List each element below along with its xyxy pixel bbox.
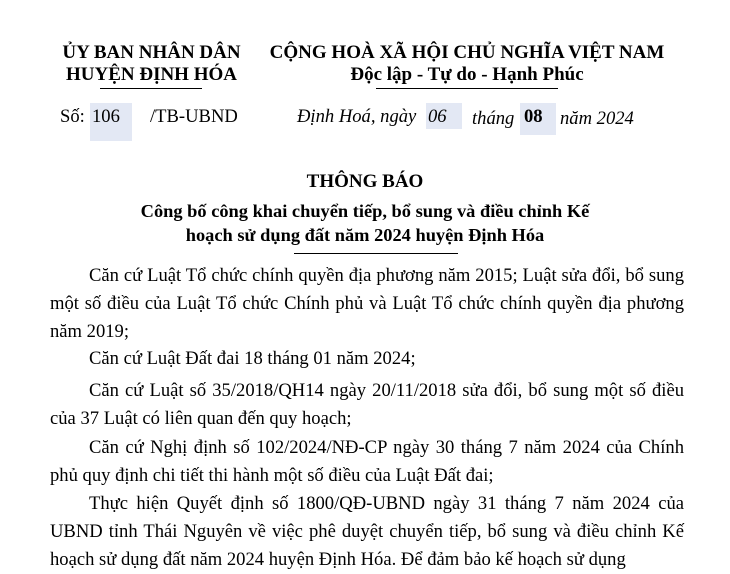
national-motto: Độc lập - Tự do - Hạnh Phúc <box>350 64 584 85</box>
subject-line-2: hoạch sử dụng đất năm 2024 huyện Định Hóa <box>185 225 545 245</box>
country-name: CỘNG HOÀ XÃ HỘI CHỦ NGHĨA VIỆT NAM <box>269 42 665 63</box>
title-underline <box>294 253 458 254</box>
month-label: tháng <box>472 108 515 129</box>
date-day: 06 <box>426 103 462 129</box>
document-title: THÔNG BÁO <box>306 171 424 192</box>
document-number: 106 <box>90 103 132 141</box>
year-text: năm 2024 <box>560 108 634 129</box>
agency-name: ỦY BAN NHÂN DÂN <box>62 42 241 63</box>
paragraph-3: Căn cứ Luật số 35/2018/QH14 ngày 20/11/2018 sửa đổi, bổ sung một số điều của 37 Luật có liên quan đến quy hoạch; <box>50 380 684 429</box>
district-name: HUYỆN ĐỊNH HÓA <box>65 64 237 85</box>
date-month: 08 <box>520 103 556 135</box>
paragraph-5: Thực hiện Quyết định số 1800/QĐ-UBND ngày 31 tháng 7 năm 2024 của UBND tỉnh Thái Nguyên về việc phê duyệt chuyển tiếp, bổ sung và điều chỉnh Kế hoạch sử dụng đất năm 2024 huyện Định Hóa. Để đảm bảo kế hoạch sử dụng <box>50 493 684 570</box>
place-date-prefix: Định Hoá, ngày <box>297 106 417 127</box>
paragraph-4: Căn cứ Nghị định số 102/2024/NĐ-CP ngày 30 tháng 7 năm 2024 của Chính phủ quy định chi tiết thi hành một số điều của Luật Đất đai; <box>50 437 684 486</box>
paragraph-2: Căn cứ Luật Đất đai 18 tháng 01 năm 2024; <box>89 348 416 369</box>
agency-underline <box>100 88 202 89</box>
motto-underline <box>376 88 558 89</box>
document-code: /TB-UBND <box>150 106 238 127</box>
paragraph-1: Căn cứ Luật Tổ chức chính quyền địa phương năm 2015; Luật sửa đổi, bổ sung một số điều của Luật Tổ chức Chính phủ và Luật Tổ chức chính quyền địa phương năm 2019; <box>50 265 684 342</box>
so-label: Số: <box>60 106 85 127</box>
subject-line-1: Công bố công khai chuyển tiếp, bổ sung và điều chỉnh Kế <box>140 201 590 221</box>
